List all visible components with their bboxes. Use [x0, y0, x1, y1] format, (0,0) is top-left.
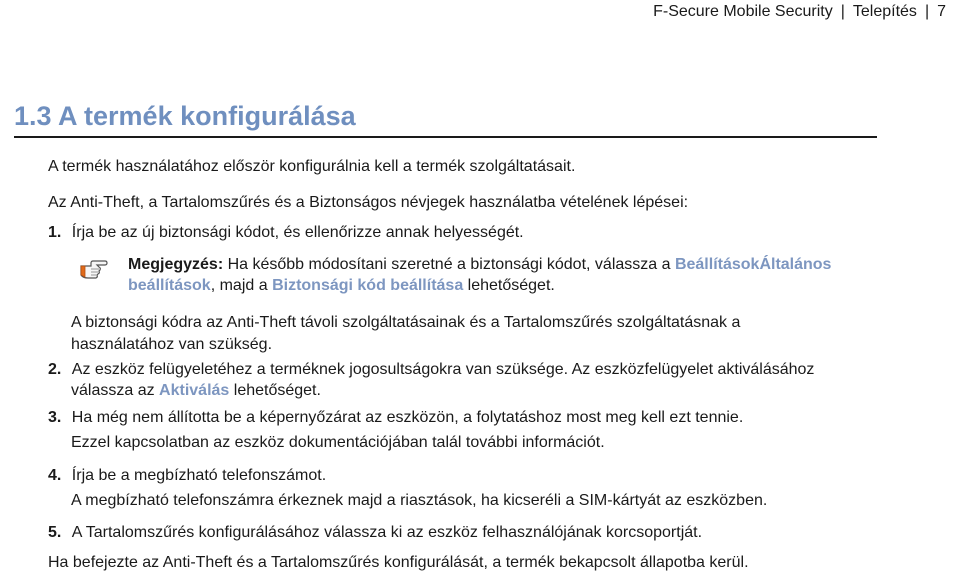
step-number: 1. — [48, 224, 62, 241]
step-text: lehetőséget. — [229, 382, 321, 399]
intro-paragraph: A termék használatához először konfigurálnia kell a termék szolgáltatásait. — [48, 158, 576, 175]
step-text: Ha még nem állította be a képernyőzárat az eszközön, a folytatáshoz most meg kell ezt tennie. — [71, 409, 744, 426]
note-line — [128, 255, 831, 275]
step-4 — [48, 466, 326, 486]
ui-term-settings: BeállításokÁltalános — [674, 256, 832, 273]
header-product: F-Secure Mobile Security — [653, 3, 833, 20]
step-1-detail: A biztonsági kódra az Anti-Theft távoli szolgáltatásainak és a Tartalomszűrés szolgáltatásnak a — [71, 314, 741, 331]
step-text: Az eszköz felügyeletéhez a terméknek jogosultságokra van szüksége. Az eszközfelügyelet aktiválásához — [71, 361, 815, 378]
step-1-detail: használatához van szükség. — [71, 336, 273, 353]
note-text: Ha később módosítani szeretné a biztonsági kódot, válassza a — [223, 256, 675, 273]
step-number: 2. — [48, 361, 62, 378]
step-2-continuation — [71, 381, 321, 401]
step-4-detail: A megbízható telefonszámra érkeznek majd a riasztások, ha kicseréli a SIM-kártyát az eszközben. — [71, 492, 768, 509]
step-text: A Tartalomszűrés konfigurálásához válassza ki az eszköz felhasználójának korcsoportját. — [71, 524, 703, 541]
step-number: 3. — [48, 409, 62, 426]
note-line — [128, 276, 555, 296]
pointing-hand-icon — [78, 258, 108, 280]
step-3-detail: Ezzel kapcsolatban az eszköz dokumentációjában talál további információt. — [71, 434, 605, 451]
heading-rule — [14, 136, 877, 138]
note-text: lehetőséget. — [463, 277, 555, 294]
step-text: válassza az — [71, 382, 160, 399]
step-number: 5. — [48, 524, 62, 541]
ui-term-general-settings: beállítások — [128, 277, 211, 294]
header-separator: | — [924, 3, 930, 20]
running-header — [653, 3, 946, 21]
ui-term-activate: Aktiválás — [159, 382, 230, 399]
step-1 — [48, 223, 524, 243]
note-label: Megjegyzés: — [128, 256, 224, 273]
note-text: , majd a — [210, 277, 273, 294]
intro-paragraph: Az Anti-Theft, a Tartalomszűrés és a Biztonságos névjegek használatba vételének lépései: — [48, 194, 689, 211]
step-text: Írja be az új biztonsági kódot, és ellenőrizze annak helyességét. — [71, 224, 524, 241]
step-3 — [48, 408, 743, 428]
section-title: 1.3 A termék konfigurálása — [14, 101, 356, 131]
header-separator: | — [840, 3, 845, 20]
ui-term-security-code-setting: Biztonsági kód beállítása — [272, 277, 464, 294]
step-2 — [48, 360, 814, 380]
closing-paragraph: Ha befejezte az Anti-Theft és a Tartalomszűrés konfigurálását, a termék bekapcsolt állapotba kerül. — [48, 554, 749, 571]
step-text: Írja be a megbízható telefonszámot. — [71, 467, 327, 484]
header-chapter: Telepítés — [852, 3, 917, 20]
step-5 — [48, 523, 702, 543]
header-page-number: 7 — [937, 3, 946, 20]
step-number: 4. — [48, 467, 62, 484]
